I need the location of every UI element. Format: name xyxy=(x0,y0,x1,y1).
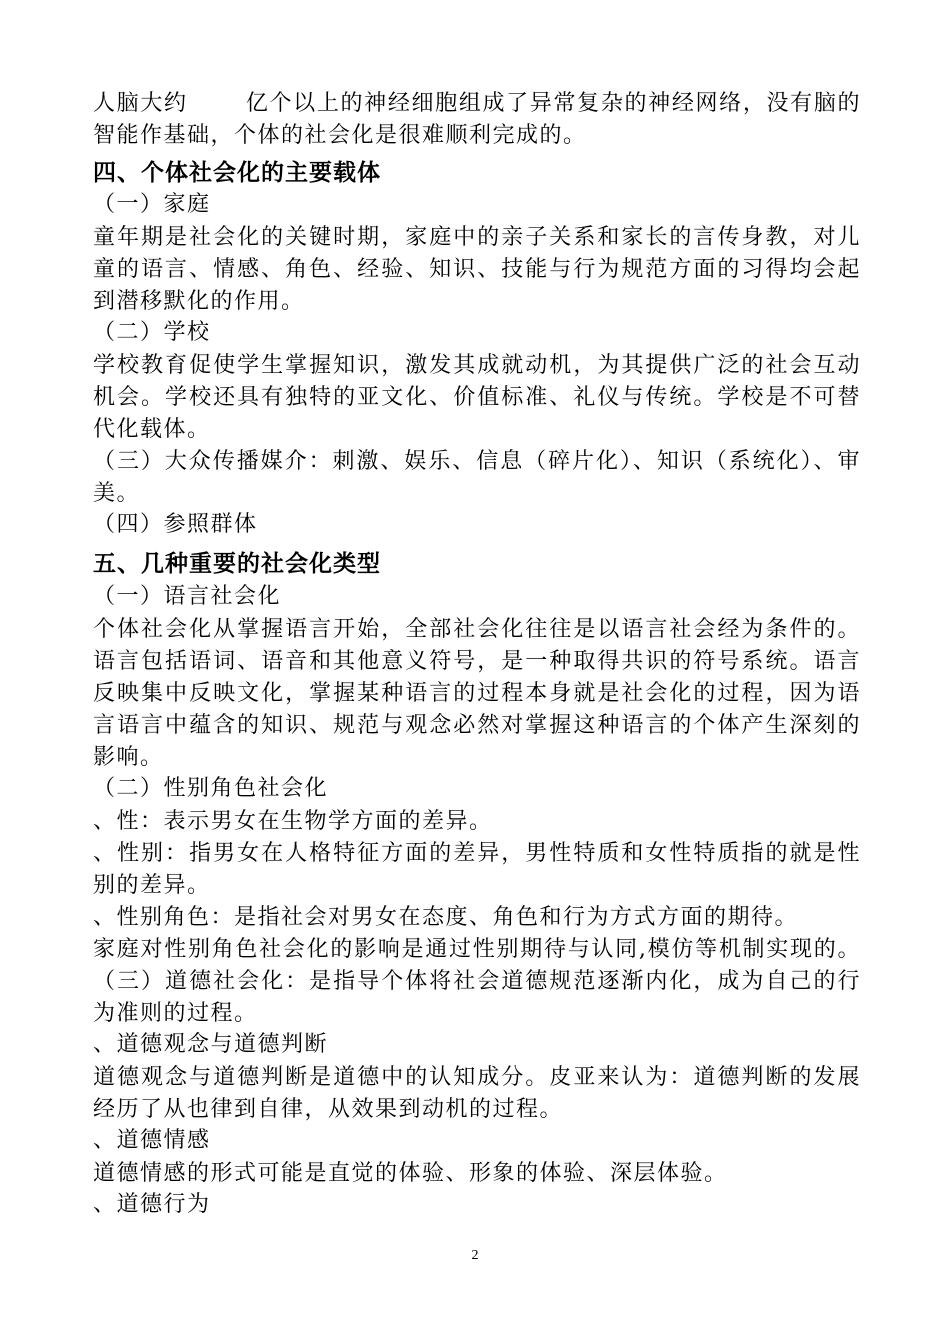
text-line: 道德情感的形式可能是直觉的体验、形象的体验、深层体验。 xyxy=(93,1161,728,1186)
subheading-family: （一）家庭 xyxy=(93,192,211,217)
section-heading-5: 五、几种重要的社会化类型 xyxy=(93,551,381,577)
text-line: 、性别角色：是指社会对男女在态度、角色和行为方式方面的期待。 xyxy=(93,905,799,930)
page-number: 2 xyxy=(471,1248,479,1263)
text-line: （三）大众传播媒介：刺激、娱乐、信息（碎片化）、知识（系统化）、审 xyxy=(93,449,861,474)
section-heading-4: 四、个体社会化的主要载体 xyxy=(93,160,381,186)
school-paragraph xyxy=(93,350,861,446)
language-paragraph xyxy=(93,614,861,774)
intro-line-1 xyxy=(93,88,861,120)
text-line: 反映集中反映文化，掌握某种语言的过程本身就是社会化的过程，因为语 xyxy=(93,681,861,706)
family-paragraph xyxy=(93,222,861,318)
subheading-moral-behavior: 、道德行为 xyxy=(93,1192,211,1217)
text-line: 道德观念与道德判断是道德中的认知成分。皮亚来认为：道德判断的发展 xyxy=(93,1065,861,1090)
subheading-school: （二）学校 xyxy=(93,320,211,345)
text-line: 经历了从也律到自律，从效果到动机的过程。 xyxy=(93,1097,564,1122)
intro-text-a: 人脑大约 xyxy=(93,91,188,116)
text-line: 机会。学校还具有独特的亚文化、价值标准、礼仪与传统。学校是不可替 xyxy=(93,385,861,410)
text-line: 影响。 xyxy=(93,745,164,770)
text-line: 家庭对性别角色社会化的影响是通过性别期待与认同,模仿等机制实现的。 xyxy=(93,937,861,962)
mass-media-paragraph xyxy=(93,446,861,510)
text-line: 、性别：指男女在人格特征方面的差异，男性特质和女性特质指的就是性 xyxy=(93,841,861,866)
intro-paragraph xyxy=(93,88,861,152)
subheading-reference-group: （四）参照群体 xyxy=(93,512,258,537)
subheading-moral-emotion: 、道德情感 xyxy=(93,1128,211,1153)
text-line: 别的差异。 xyxy=(93,873,211,898)
text-line: 学校教育促使学生掌握知识，激发其成就动机，为其提供广泛的社会互动 xyxy=(93,353,861,378)
moral-emotion-paragraph xyxy=(93,1158,861,1190)
intro-text-b: 亿个以上的神经细胞组成了异常复杂的神经网络，没有脑的 xyxy=(245,91,861,116)
moral-judgment-paragraph xyxy=(93,1062,861,1126)
text-line: 童的语言、情感、角色、经验、知识、技能与行为规范方面的习得均会起 xyxy=(93,257,861,282)
text-line: 为准则的过程。 xyxy=(93,1001,258,1026)
text-line: 语言包括语词、语音和其他意义符号，是一种取得共识的符号系统。语言 xyxy=(93,649,861,674)
text-line: 到潜移默化的作用。 xyxy=(93,289,305,314)
text-line: 、性：表示男女在生物学方面的差异。 xyxy=(93,809,493,834)
subheading-gender-role: （二）性别角色社会化 xyxy=(93,776,329,801)
text-line: 个体社会化从掌握语言开始，全部社会化往往是以语言社会经为条件的。 xyxy=(93,617,861,642)
sex-paragraph xyxy=(93,806,861,838)
moral-socialization-paragraph xyxy=(93,966,861,1030)
text-line: （三）道德社会化：是指导个体将社会道德规范逐渐内化，成为自己的行 xyxy=(93,969,861,994)
intro-line-2: 智能作基础，个体的社会化是很难顺利完成的。 xyxy=(93,123,587,148)
text-line: 美。 xyxy=(93,481,141,506)
subheading-moral-judgment: 、道德观念与道德判断 xyxy=(93,1032,329,1057)
gender-paragraph xyxy=(93,838,861,902)
text-line: 言语言中蕴含的知识、规范与观念必然对掌握这种语言的个体产生深刻的 xyxy=(93,713,861,738)
text-line: 代化载体。 xyxy=(93,417,211,442)
gender-role-paragraph xyxy=(93,902,861,966)
text-line: 童年期是社会化的关键时期，家庭中的亲子关系和家长的言传身教，对儿 xyxy=(93,225,861,250)
subheading-language: （一）语言社会化 xyxy=(93,584,282,609)
